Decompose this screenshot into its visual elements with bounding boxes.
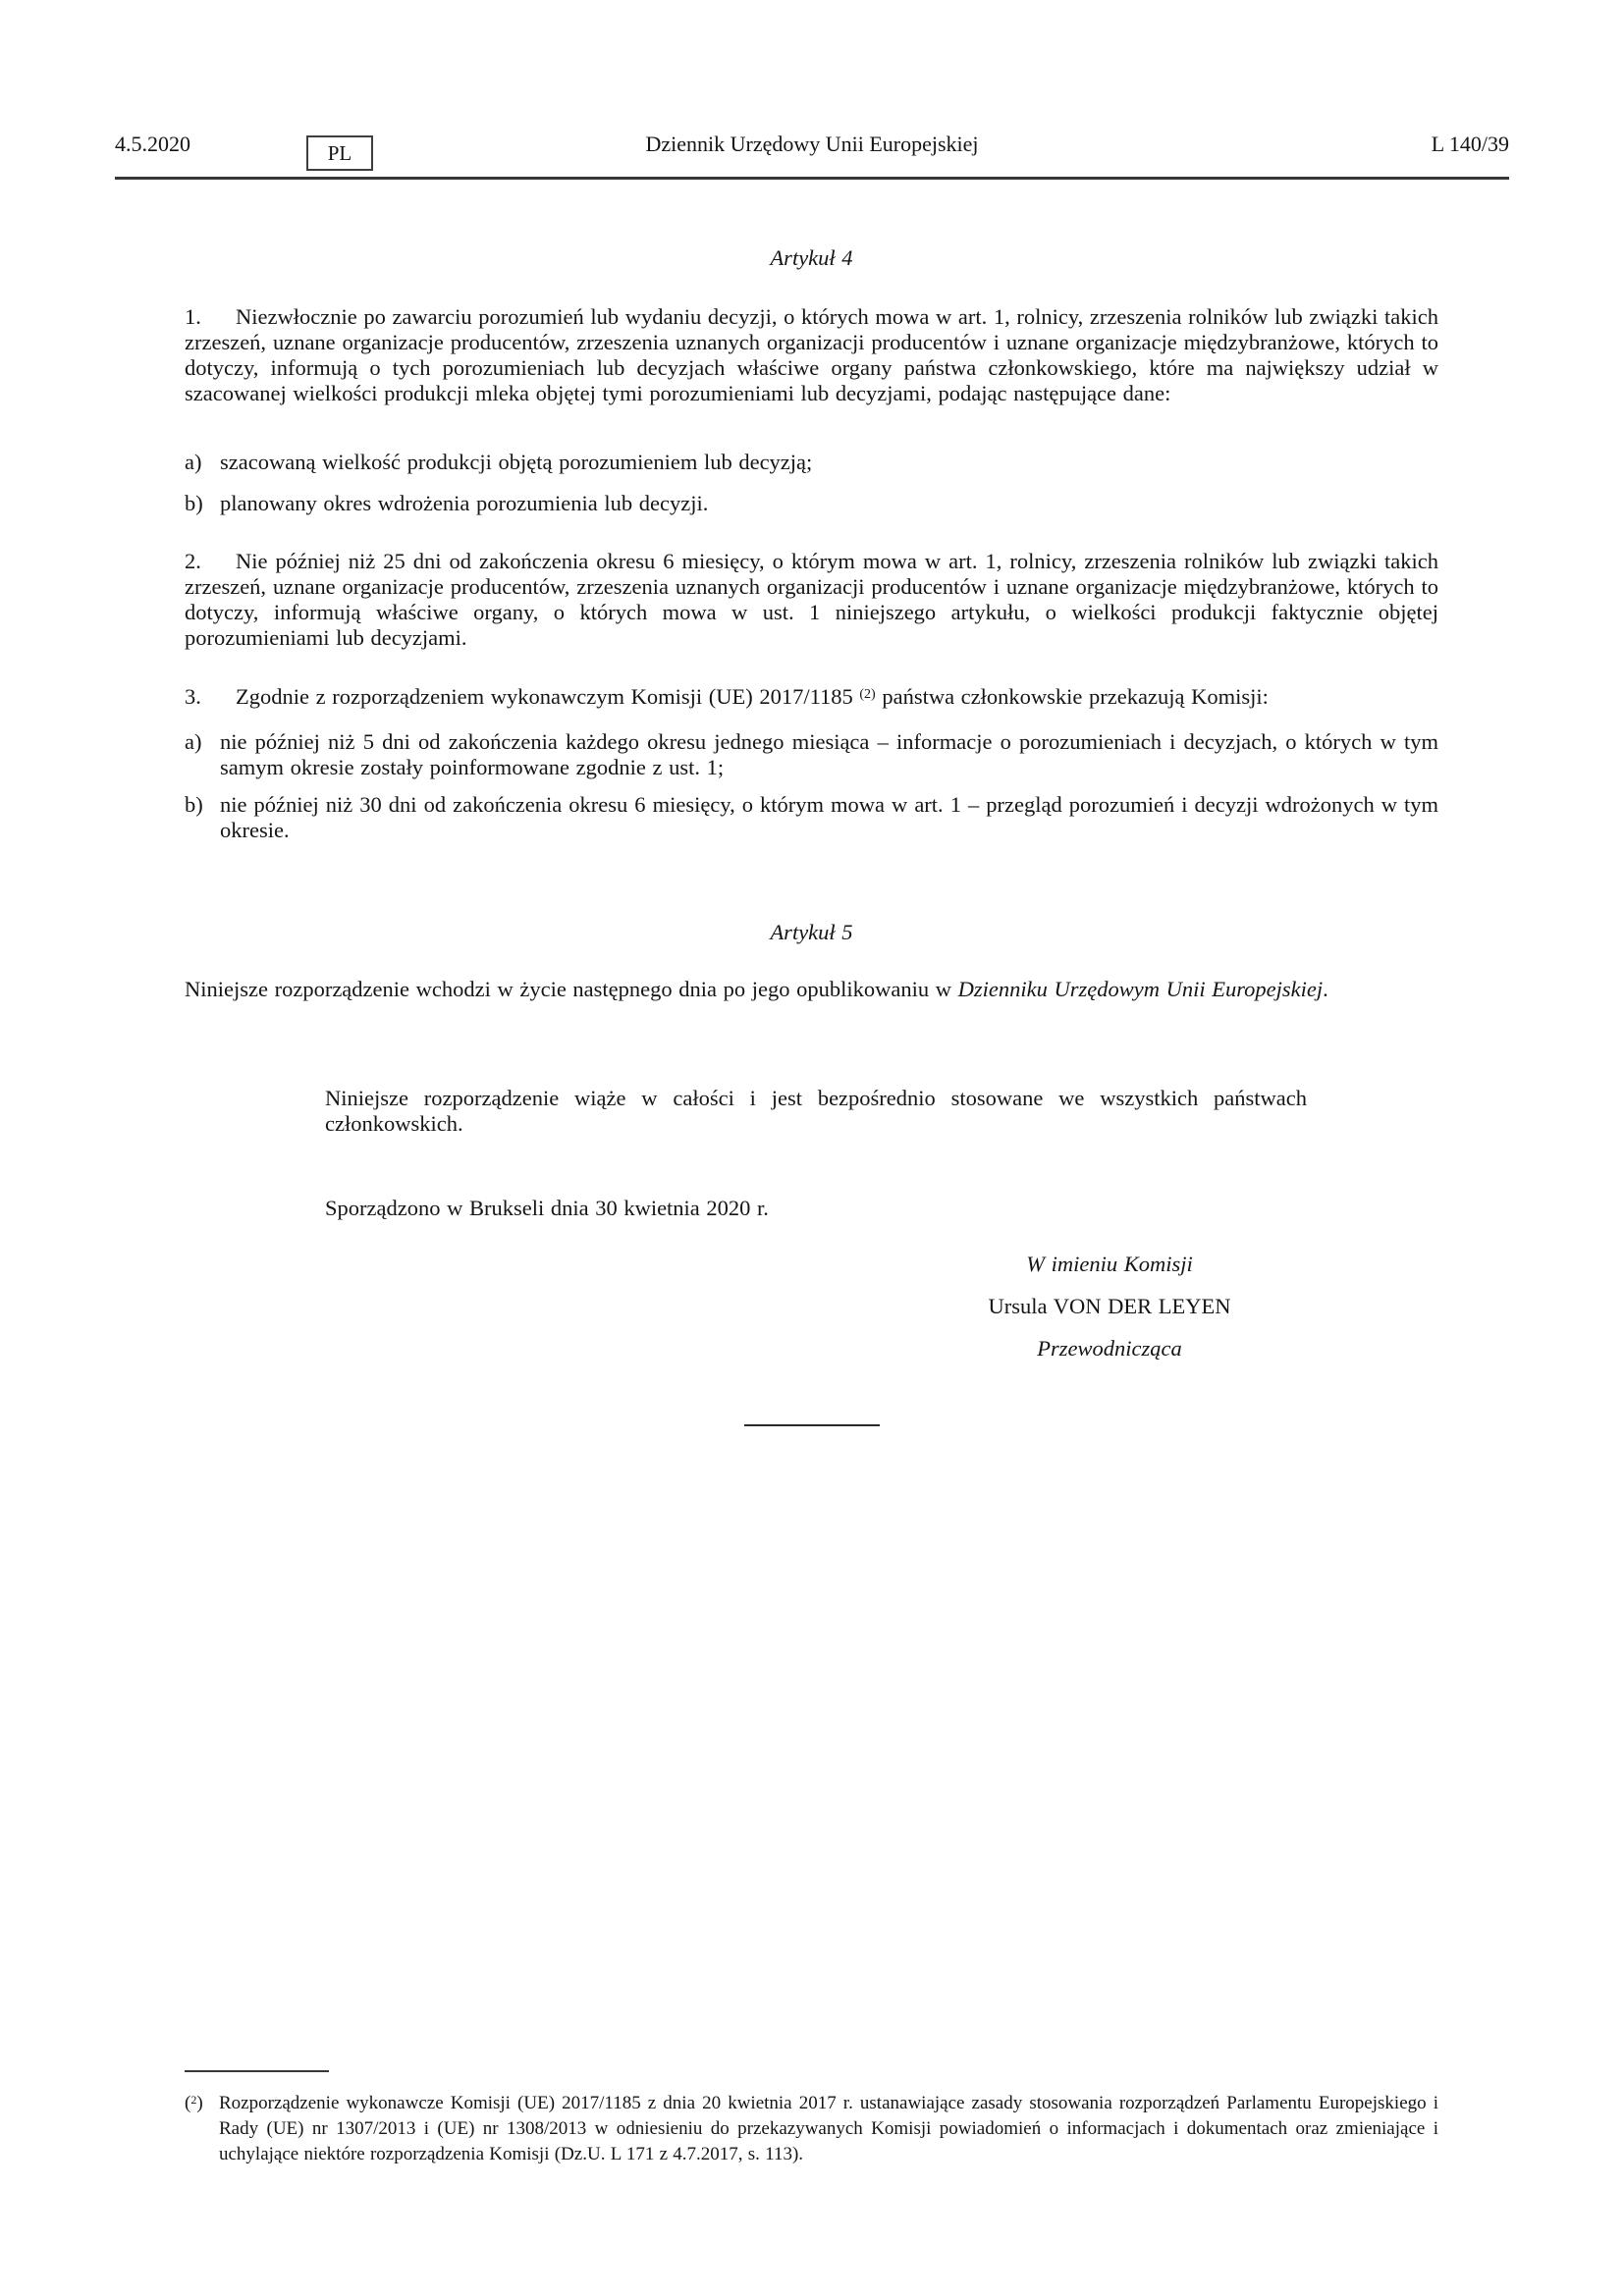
signer-role: Przewodnicząca [1037,1336,1182,1361]
article-4-paragraph-1 [185,304,1438,406]
paragraph-text: Niezwłocznie po zawarciu porozumień lub wydaniu decyzji, o których mowa w art. 1, rolnicy, zrzeszenia rolników lub związki takich zrzeszeń, uznane organizacje producentów, zrzeszenia uznanych organizacji producentów i uznane organizacje międzybranżowe, których to dotyczy, informują o tych porozumieniach lub decyzjach właściwe organy państwa członkowskiego, które ma największy udział w szacowanej wielkości produkcji mleka objętej tymi porozumieniami lub decyzjami, podając następujące dane: [185,304,1438,405]
list-item-text: planowany okres wdrożenia porozumienia lub decyzji. [220,491,709,515]
footnote-reference: (2) [859,687,876,702]
language-code-box [306,135,373,171]
footnote-marker [185,2091,203,2116]
list-item-text: nie później niż 30 dni od zakończenia okresu 6 miesięcy, o którym mowa w art. 1 – przegląd porozumień i decyzji wdrożonych w tym okresie. [220,792,1438,842]
end-divider [744,1424,880,1426]
article-4-list-2-item-b [185,792,1438,843]
language-code: PL [327,141,352,165]
article-4-list-1-item-a [185,450,1438,475]
signature-block [864,1252,1355,1362]
footnote-rule [185,2070,329,2072]
binding-formula: Niniejsze rozporządzenie wiąże w całości i jest bezpośrednio stosowane we wszystkich państwach członkowskich. [325,1086,1307,1136]
paragraph-number: 3. [185,684,201,709]
header-rule [115,177,1509,180]
article-4-paragraph-3 [185,684,1438,710]
article-4-paragraph-2 [185,549,1438,651]
footnote-marker-paren: ( [185,2093,191,2113]
header-date: 4.5.2020 [115,132,190,156]
place-and-date: Sporządzono w Brukseli dnia 30 kwietnia 2020 r. [325,1196,769,1220]
paragraph-text: państwa członkowskie przekazują Komisji: [875,684,1269,709]
article-4-list-1-item-b [185,491,1438,516]
article-5-paragraph [185,977,1438,1002]
journal-title: Dziennik Urzędowy Unii Europejskiej [645,132,979,156]
article-4-heading: Artykuł 4 [770,245,853,270]
paragraph-number: 1. [185,304,201,329]
list-item-text: nie później niż 5 dni od zakończenia każdego okresu jednego miesiąca – informacje o porozumieniach i decyzjach, o których w tym samym okresie zostały poinformowane zgodnie z ust. 1; [220,729,1438,779]
list-marker: b) [185,491,203,515]
footnote-2 [185,2091,1438,2167]
list-marker: b) [185,792,203,817]
article-5-heading: Artykuł 5 [770,920,853,944]
list-item-text: szacowaną wielkość produkcji objętą porozumieniem lub decyzją; [220,450,813,474]
article-4-list-2-item-a [185,729,1438,780]
footnote-marker-paren: ) [196,2093,203,2113]
paragraph-text: . [1323,977,1328,1001]
paragraph-text: Niniejsze rozporządzenie wchodzi w życie następnego dnia po jego opublikowaniu w [185,977,958,1001]
paragraph-number: 2. [185,549,201,573]
signature-on-behalf: W imieniu Komisji [1026,1252,1193,1276]
list-marker: a) [185,729,202,754]
page-reference: L 140/39 [1431,132,1509,156]
page-header [115,0,1509,163]
footnote-section [185,2070,1438,2167]
signer-name: Ursula VON DER LEYEN [988,1294,1231,1318]
paragraph-text: Nie później niż 25 dni od zakończenia okresu 6 miesięcy, o którym mowa w art. 1, rolnicy, zrzeszenia rolników lub związki takich zrzeszeń, uznane organizacje producentów, zrzeszenia uznanych organizacji producentów i uznane organizacje międzybranżowe, których to dotyczy, informują właściwe organy, o których mowa w ust. 1 niniejszego artykułu, o wielkości produkcji faktycznie objętej porozumieniami lub decyzjami. [185,549,1438,650]
document-body [185,244,1438,1426]
list-marker: a) [185,450,202,474]
paragraph-text: Zgodnie z rozporządzeniem wykonawczym Komisji (UE) 2017/1185 [236,684,860,709]
journal-name-italic: Dzienniku Urzędowym Unii Europejskiej [957,977,1324,1001]
footnote-text: Rozporządzenie wykonawcze Komisji (UE) 2017/1185 z dnia 20 kwietnia 2017 r. ustanawiające zasady stosowania rozporządzeń Parlamentu Europejskiego i Rady (UE) nr 1307/2013 i (UE) nr 1308/2013 w odniesieniu do przekazywanych Komisji powiadomień o informacjach i dokumentach oraz zmieniające i uchylające niektóre rozporządzenia Komisji (Dz.U. L 171 z 4.7.2017, s. 113). [219,2093,1438,2164]
footnote-marker-number: 2 [190,2093,197,2107]
